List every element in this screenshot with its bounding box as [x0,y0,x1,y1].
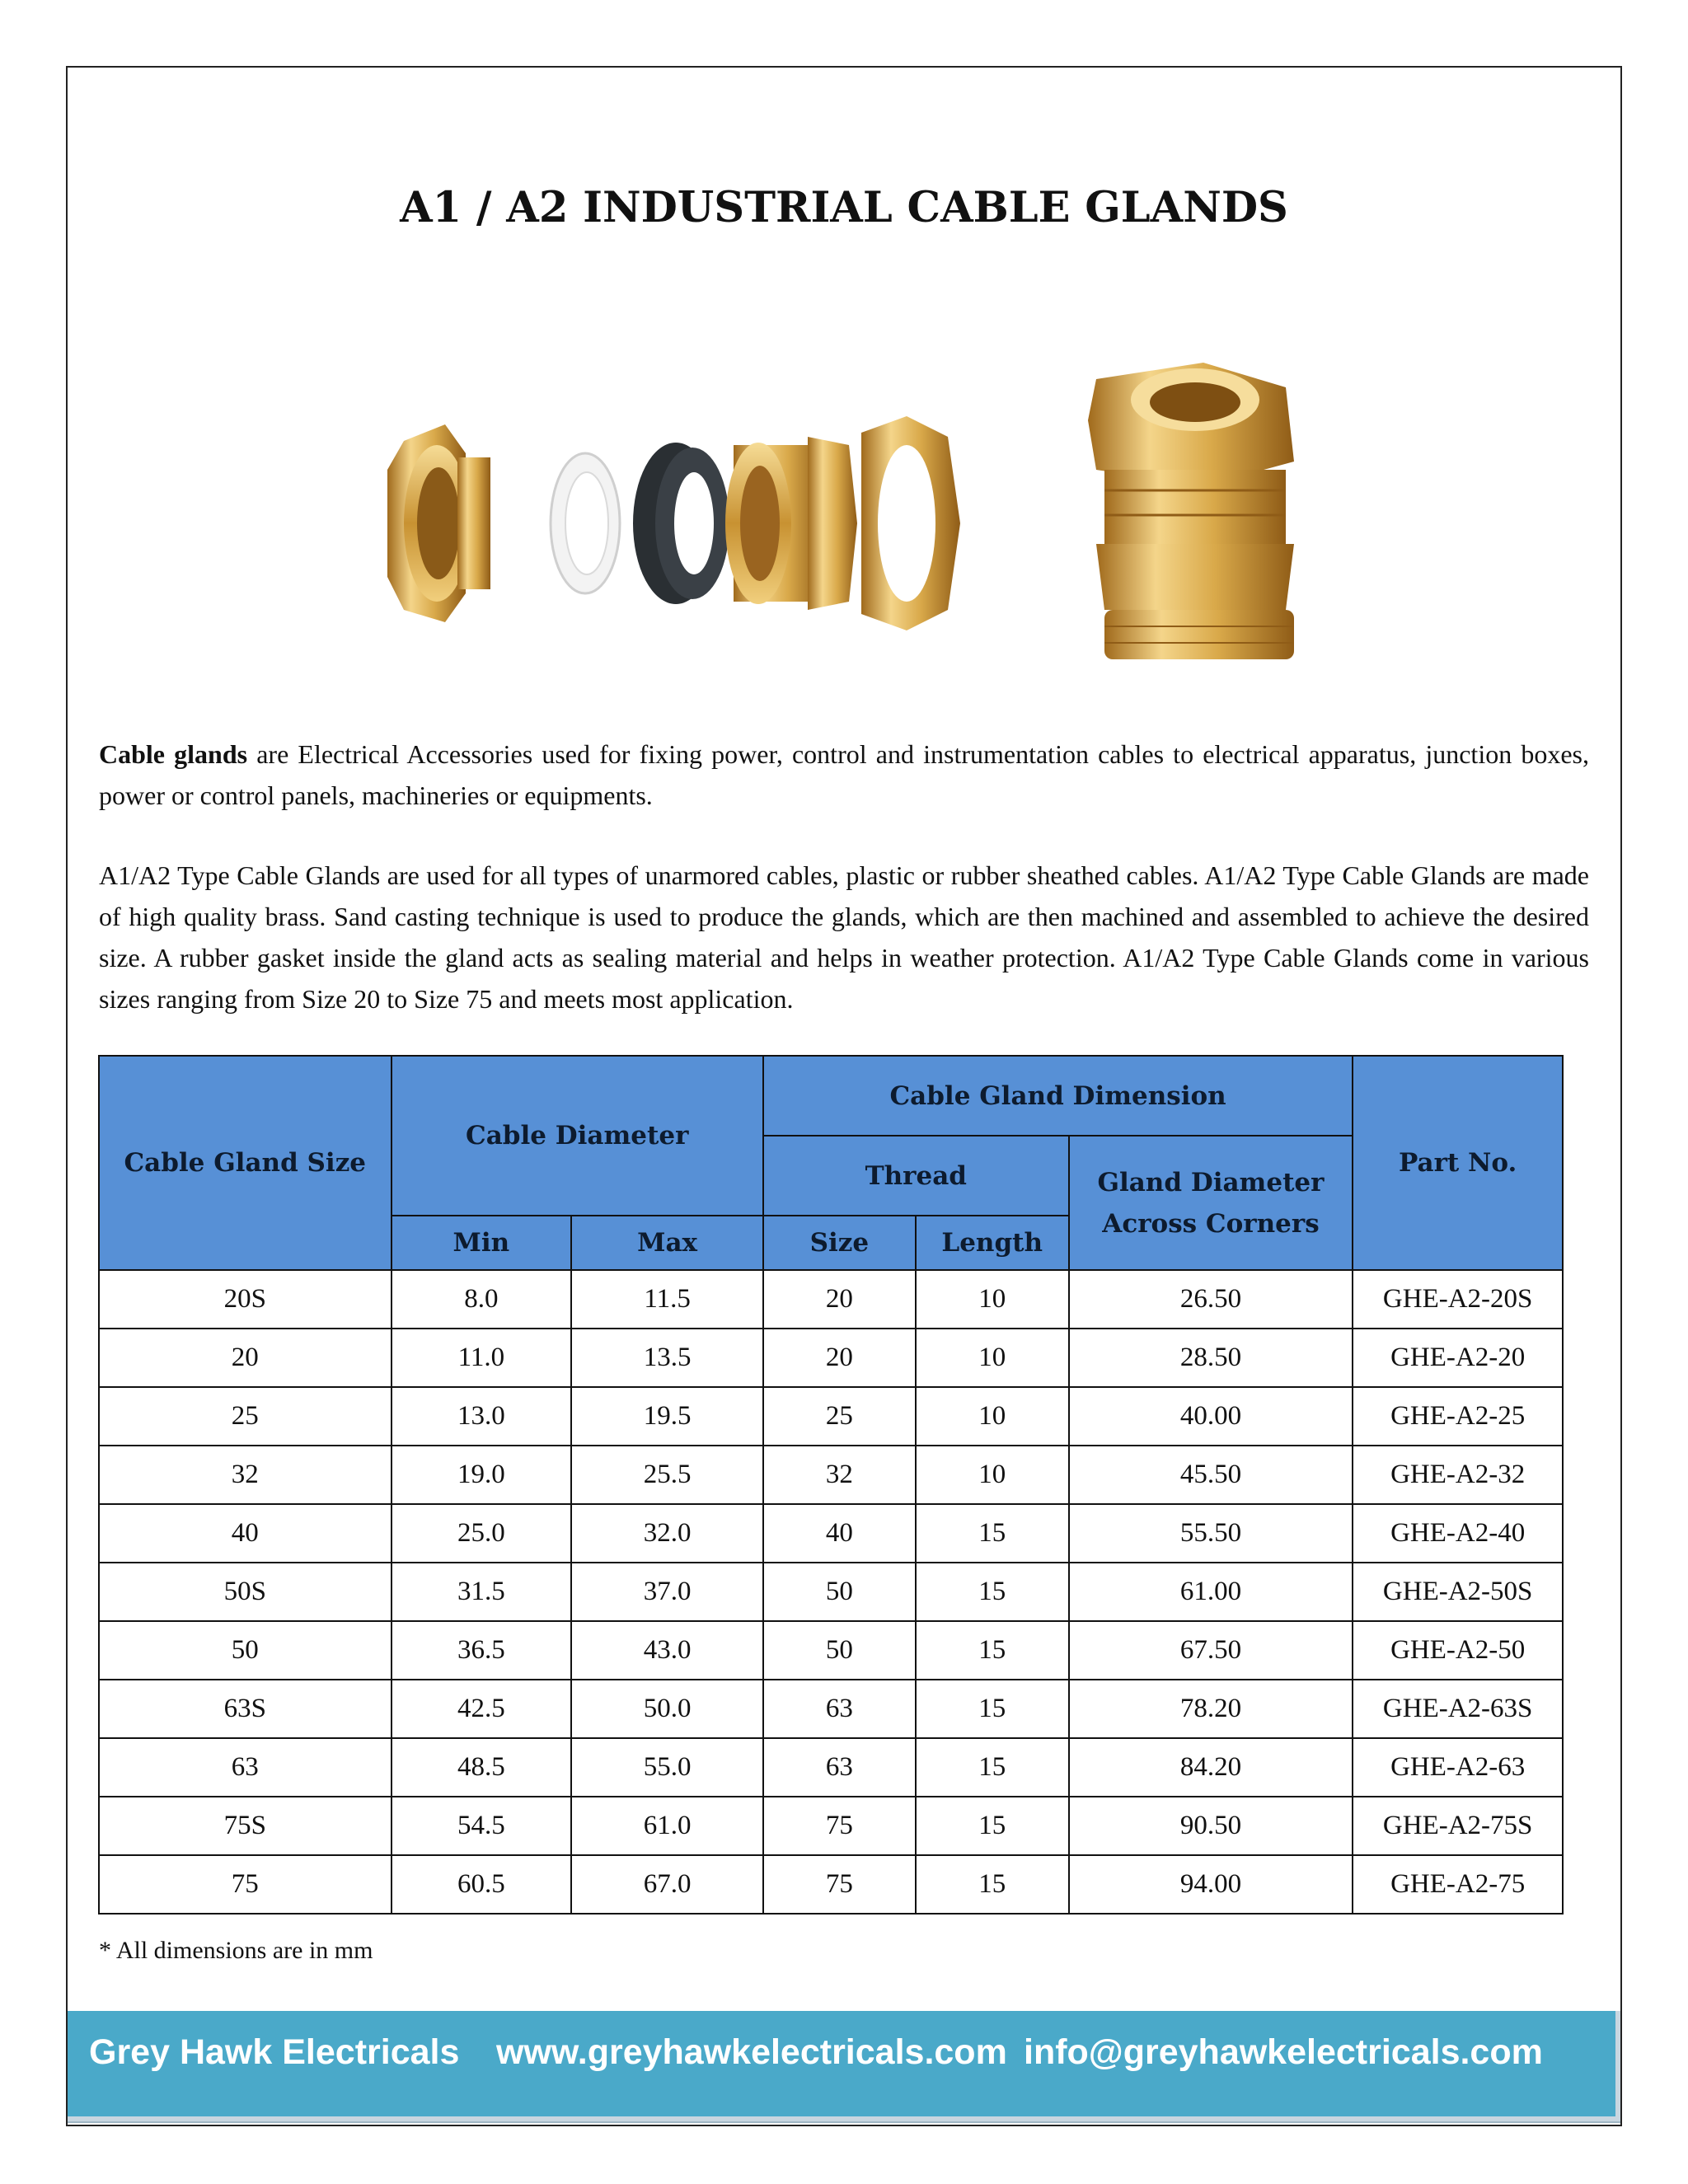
description-paragraph: A1/A2 Type Cable Glands are used for all types of unarmored cables, plastic or rubber sheathed cables. A1/A2 Type Cable Glands are made of high quality brass. Sand casting technique is used to produce the glands, which are then machined and assembled to achieve the desired size. A rubber gasket inside the gland acts as sealing material and helps in weather protection. A1/A2 Type Cable Glands come in various sizes ranging from Size 20 to Size 75 and meets most application. [99,860,1589,1014]
cell-size: 50S [99,1563,392,1621]
cell-min: 25.0 [392,1504,572,1563]
table-row [99,1270,1563,1329]
intro-lead: Cable glands [99,739,248,769]
cell-length: 15 [916,1680,1069,1738]
table-row [99,1446,1563,1504]
cell-across: 67.50 [1069,1621,1353,1680]
cell-min: 31.5 [392,1563,572,1621]
cell-max: 25.5 [571,1446,763,1504]
cell-length: 15 [916,1738,1069,1797]
table-row [99,1329,1563,1387]
cell-length: 15 [916,1563,1069,1621]
cell-thread-size: 40 [763,1504,916,1563]
cell-part: GHE-A2-25 [1353,1387,1563,1446]
cell-across: 78.20 [1069,1680,1353,1738]
intro-text: are Electrical Accessories used for fixing power, control and instrumentation cables to electrical apparatus, junction boxes, power or control panels, machineries or equipments. [99,739,1590,810]
cell-thread-size: 32 [763,1446,916,1504]
hex-nut [861,416,960,630]
specification-table [98,1055,1564,1915]
table-row [99,1387,1563,1446]
cell-max: 11.5 [571,1270,763,1329]
footer-bar [68,2011,1620,2121]
nut-part [387,424,490,622]
cell-part: GHE-A2-75S [1353,1797,1563,1855]
cell-thread-size: 75 [763,1855,916,1914]
cell-max: 61.0 [571,1797,763,1855]
header-min: Min [392,1216,572,1270]
header-dimension: Cable Gland Dimension [763,1056,1353,1136]
cell-length: 15 [916,1621,1069,1680]
cell-across: 84.20 [1069,1738,1353,1797]
cell-min: 54.5 [392,1797,572,1855]
seal-ring [551,453,620,593]
cable-gland-photo [379,346,1352,676]
cell-max: 19.5 [571,1387,763,1446]
table-row [99,1738,1563,1797]
cell-max: 37.0 [571,1563,763,1621]
cell-part: GHE-A2-63 [1353,1738,1563,1797]
cell-length: 15 [916,1855,1069,1914]
cell-across: 45.50 [1069,1446,1353,1504]
header-part: Part No. [1353,1056,1563,1270]
dimensions-note: * All dimensions are in mm [99,1937,373,1964]
cell-size: 63 [99,1738,392,1797]
header-thread-size: Size [763,1216,916,1270]
cell-max: 55.0 [571,1738,763,1797]
cell-part: GHE-A2-40 [1353,1504,1563,1563]
cell-size: 63S [99,1680,392,1738]
cell-max: 43.0 [571,1621,763,1680]
table-row [99,1680,1563,1738]
header-length: Length [916,1216,1069,1270]
page-title: A1 / A2 INDUSTRIAL CABLE GLANDS [400,183,1288,232]
cell-length: 15 [916,1797,1069,1855]
table-row [99,1855,1563,1914]
cell-across: 55.50 [1069,1504,1353,1563]
cell-min: 11.0 [392,1329,572,1387]
cell-size: 20S [99,1270,392,1329]
cell-across: 28.50 [1069,1329,1353,1387]
cell-part: GHE-A2-50 [1353,1621,1563,1680]
cell-min: 13.0 [392,1387,572,1446]
cell-length: 10 [916,1446,1069,1504]
header-thread: Thread [763,1136,1069,1216]
cell-size: 75 [99,1855,392,1914]
table-row [99,1797,1563,1855]
cell-min: 48.5 [392,1738,572,1797]
cell-length: 10 [916,1387,1069,1446]
cell-part: GHE-A2-50S [1353,1563,1563,1621]
footer-email-link[interactable]: info@greyhawkelectricals.com [1024,2032,1543,2072]
cell-size: 32 [99,1446,392,1504]
cell-part: GHE-A2-20 [1353,1329,1563,1387]
intro-paragraph [99,733,1589,816]
header-diameter: Cable Diameter [392,1056,763,1216]
cell-part: GHE-A2-32 [1353,1446,1563,1504]
table-row [99,1563,1563,1621]
cell-max: 32.0 [571,1504,763,1563]
cell-min: 8.0 [392,1270,572,1329]
cell-size: 20 [99,1329,392,1387]
cell-part: GHE-A2-75 [1353,1855,1563,1914]
header-size: Cable Gland Size [99,1056,392,1270]
cell-thread-size: 63 [763,1680,916,1738]
cell-min: 19.0 [392,1446,572,1504]
gland-body [725,437,857,610]
table-row [99,1621,1563,1680]
cell-thread-size: 75 [763,1797,916,1855]
footer-website-link[interactable]: www.greyhawkelectricals.com [496,2032,1007,2072]
cell-min: 36.5 [392,1621,572,1680]
cell-size: 50 [99,1621,392,1680]
cell-thread-size: 20 [763,1270,916,1329]
cell-size: 40 [99,1504,392,1563]
cell-across: 90.50 [1069,1797,1353,1855]
cell-max: 50.0 [571,1680,763,1738]
cell-size: 75S [99,1797,392,1855]
cell-across: 94.00 [1069,1855,1353,1914]
cell-across: 40.00 [1069,1387,1353,1446]
cell-max: 67.0 [571,1855,763,1914]
cell-part: GHE-A2-20S [1353,1270,1563,1329]
cell-across: 26.50 [1069,1270,1353,1329]
cell-thread-size: 50 [763,1563,916,1621]
cell-thread-size: 50 [763,1621,916,1680]
header-across: Gland Diameter Across Corners [1069,1136,1353,1270]
cell-thread-size: 63 [763,1738,916,1797]
cell-max: 13.5 [571,1329,763,1387]
cell-length: 10 [916,1329,1069,1387]
header-max: Max [571,1216,763,1270]
cell-across: 61.00 [1069,1563,1353,1621]
table-body [99,1270,1563,1914]
cell-thread-size: 25 [763,1387,916,1446]
assembled-gland [1088,363,1294,659]
rubber-gasket [633,443,729,604]
cell-min: 42.5 [392,1680,572,1738]
cell-length: 15 [916,1504,1069,1563]
footer-company: Grey Hawk Electricals [89,2032,460,2072]
table-row [99,1504,1563,1563]
cell-thread-size: 20 [763,1329,916,1387]
cell-size: 25 [99,1387,392,1446]
cell-part: GHE-A2-63S [1353,1680,1563,1738]
cell-min: 60.5 [392,1855,572,1914]
cell-length: 10 [916,1270,1069,1329]
